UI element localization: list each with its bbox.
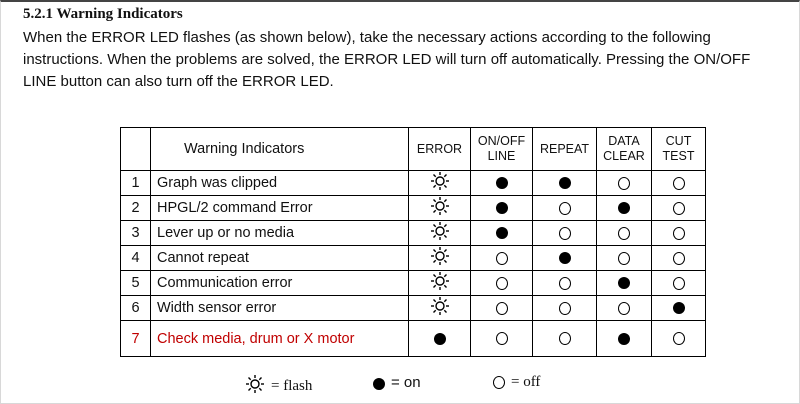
cell-error: [409, 221, 471, 246]
cell-onoff-line: [471, 246, 533, 271]
table-row: [121, 271, 706, 296]
flash-led-icon: [430, 296, 450, 320]
led-off-icon: [673, 277, 685, 290]
cell-data-clear: [597, 271, 652, 296]
led-on-icon: [496, 227, 508, 239]
warning-indicators-table: [120, 127, 706, 357]
section-heading: 5.2.1 Warning Indicators: [23, 6, 183, 22]
header-onoff-label-1: ON/OFF: [477, 134, 526, 148]
header-error-label: ERROR: [416, 141, 463, 156]
header-data-label-1: DATA: [608, 134, 640, 148]
cell-onoff-line: [471, 321, 533, 357]
led-on-icon: [496, 202, 508, 214]
cell-repeat: [533, 321, 597, 357]
legend-on-label: = on: [391, 374, 421, 391]
cell-onoff-line: [471, 221, 533, 246]
legend-off: [493, 374, 540, 391]
cell-cut-test: [652, 246, 706, 271]
led-off-icon: [559, 302, 571, 315]
led-on-icon: [496, 177, 508, 189]
row-warning-name: Cannot repeat: [151, 246, 409, 271]
cell-cut-test: [652, 321, 706, 357]
cell-error: [409, 271, 471, 296]
cell-cut-test: [652, 271, 706, 296]
cell-repeat: [533, 296, 597, 321]
legend-flash: [245, 374, 312, 399]
led-on-icon: [559, 252, 571, 264]
row-warning-name: Check media, drum or X motor: [151, 321, 409, 357]
header-cut-test: [652, 128, 706, 171]
cell-error: [409, 321, 471, 357]
flash-led-icon: [245, 374, 265, 399]
cell-repeat: [533, 221, 597, 246]
header-error: [409, 128, 471, 171]
header-cut-label-1: CUT: [665, 134, 692, 148]
cell-onoff-line: [471, 271, 533, 296]
flash-led-icon: [430, 171, 450, 195]
legend-on: [373, 374, 421, 392]
cell-repeat: [533, 271, 597, 296]
cell-error: [409, 246, 471, 271]
table-row: [121, 221, 706, 246]
flash-led-icon: [430, 271, 450, 295]
row-warning-name: Width sensor error: [151, 296, 409, 321]
row-number: 4: [121, 246, 151, 271]
intro-paragraph: When the ERROR LED flashes (as shown below), take the necessary actions according to the following instructions. When the problems are solved, the ERROR LED will turn off automatically. Pressing the ON/OFF LINE button can also turn off the ERROR LED.: [23, 29, 751, 90]
header-repeat: [533, 128, 597, 171]
cell-cut-test: [652, 221, 706, 246]
header-data-label-2: CLEAR: [603, 149, 645, 163]
led-off-icon: [673, 227, 685, 240]
led-off-icon: [559, 332, 571, 345]
led-off-icon: [673, 252, 685, 265]
led-off-icon: [559, 277, 571, 290]
cell-repeat: [533, 171, 597, 196]
cell-repeat: [533, 246, 597, 271]
header-data-clear: [597, 128, 652, 171]
legend-off-label: = off: [511, 374, 541, 390]
cell-cut-test: [652, 196, 706, 221]
table-row: [121, 246, 706, 271]
cell-onoff-line: [471, 296, 533, 321]
row-number: 6: [121, 296, 151, 321]
led-off-icon: [493, 376, 505, 389]
row-number: 5: [121, 271, 151, 296]
row-number: 3: [121, 221, 151, 246]
led-on-icon: [673, 302, 685, 314]
cell-data-clear: [597, 321, 652, 357]
row-number: 2: [121, 196, 151, 221]
led-off-icon: [673, 332, 685, 345]
cell-data-clear: [597, 171, 652, 196]
cell-data-clear: [597, 221, 652, 246]
flash-led-icon: [430, 196, 450, 220]
led-off-icon: [673, 177, 685, 190]
cell-repeat: [533, 196, 597, 221]
led-off-icon: [496, 302, 508, 315]
cell-data-clear: [597, 246, 652, 271]
header-onoff-line: [471, 128, 533, 171]
cell-error: [409, 196, 471, 221]
led-off-icon: [496, 277, 508, 290]
legend-flash-label: = flash: [271, 377, 313, 394]
table-header-row: [121, 128, 706, 171]
row-warning-name: Communication error: [151, 271, 409, 296]
led-on-icon: [559, 177, 571, 189]
led-on-icon: [618, 277, 630, 289]
led-off-icon: [559, 202, 571, 215]
cell-data-clear: [597, 296, 652, 321]
header-number: [121, 128, 151, 171]
cell-error: [409, 171, 471, 196]
header-repeat-label: REPEAT: [539, 141, 590, 156]
led-off-icon: [559, 227, 571, 240]
row-warning-name: Lever up or no media: [151, 221, 409, 246]
table-row: [121, 296, 706, 321]
header-onoff-label-2: LINE: [487, 149, 516, 163]
row-warning-name: HPGL/2 command Error: [151, 196, 409, 221]
row-number: 1: [121, 171, 151, 196]
cell-error: [409, 296, 471, 321]
led-off-icon: [673, 202, 685, 215]
header-warning-indicators: Warning Indicators: [151, 128, 409, 171]
led-off-icon: [618, 252, 630, 265]
cell-data-clear: [597, 196, 652, 221]
table-row: [121, 171, 706, 196]
led-off-icon: [496, 332, 508, 345]
led-on-icon: [434, 333, 446, 345]
led-off-icon: [618, 302, 630, 315]
led-on-icon: [618, 333, 630, 345]
led-off-icon: [618, 177, 630, 190]
flash-led-icon: [430, 246, 450, 270]
table-row: [121, 196, 706, 221]
led-on-icon: [373, 378, 385, 390]
cell-cut-test: [652, 296, 706, 321]
led-on-icon: [618, 202, 630, 214]
row-warning-name: Graph was clipped: [151, 171, 409, 196]
flash-led-icon: [430, 221, 450, 245]
led-off-icon: [496, 252, 508, 265]
led-off-icon: [618, 227, 630, 240]
cell-onoff-line: [471, 171, 533, 196]
header-cut-label-2: TEST: [662, 149, 695, 163]
cell-cut-test: [652, 171, 706, 196]
cell-onoff-line: [471, 196, 533, 221]
row-number: 7: [121, 321, 151, 357]
table-row: [121, 321, 706, 357]
